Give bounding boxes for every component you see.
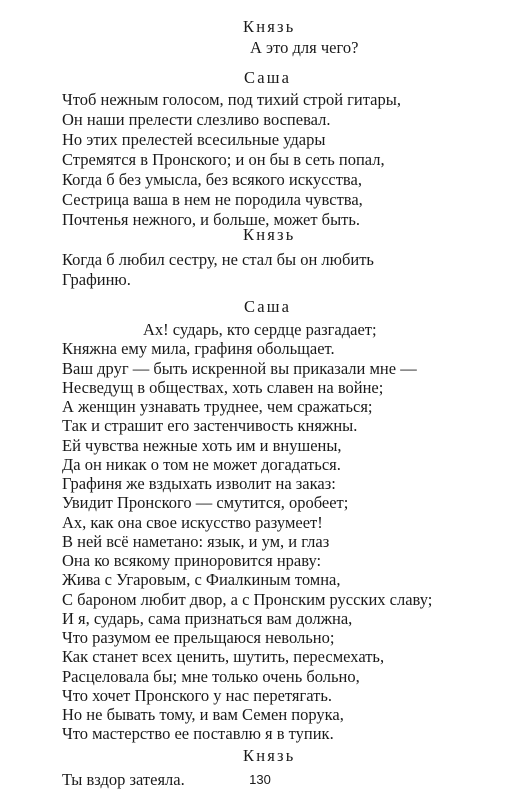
verse-line: Как станет всех ценить, шутить, пересмехать, bbox=[62, 647, 385, 667]
verse-line: Ах! сударь, кто сердце разгадает; bbox=[143, 320, 377, 339]
verse-line: Сестрица ваша в нем не породила чувства, bbox=[62, 190, 363, 209]
verse-line: Стремятся в Пронского; и он бы в сеть попал, bbox=[62, 150, 385, 169]
verse-line: Она ко всякому приноровится нраву: bbox=[62, 551, 322, 570]
verse-line: Княжна ему мила, графиня обольщает. bbox=[62, 339, 335, 359]
speaker-name: Князь bbox=[243, 17, 296, 36]
verse-line: Он наши прелести слезливо воспевал. bbox=[62, 110, 331, 129]
verse-line: Когда б любил сестру, не стал бы он любить bbox=[62, 250, 374, 269]
verse-line: И я, сударь, сама признаться вам должна, bbox=[62, 608, 353, 628]
verse-line: Ты вздор затеяла. bbox=[62, 770, 185, 790]
verse-line: Когда б без умысла, без всякого искусства, bbox=[62, 170, 362, 189]
verse-line: Да он никак о том не может догадаться. bbox=[62, 454, 341, 474]
verse-line: Графиня же вздыхать изволит на заказ: bbox=[62, 474, 336, 493]
verse-line: Что мастерство ее поставлю я в тупик. bbox=[62, 724, 334, 744]
verse-line: Ей чувства нежные хоть им и внушены, bbox=[62, 435, 342, 455]
verse-line: Чтоб нежным голосом, под тихий строй гитары, bbox=[62, 90, 401, 109]
verse-line: Что разумом ее прельщаюся невольно; bbox=[62, 628, 335, 647]
speaker-name: Князь bbox=[243, 225, 296, 244]
verse-line: Несведущ в обществах, хоть славен на войне; bbox=[62, 377, 384, 397]
speaker-name: Саша bbox=[244, 68, 292, 87]
verse-line: Расцеловала бы; мне только очень больно, bbox=[62, 666, 360, 686]
verse-line: С бароном любит двор, а с Пронским русских славу; bbox=[62, 589, 433, 609]
verse-line: Так и страшит его застенчивость княжны. bbox=[62, 416, 358, 436]
verse-line: Увидит Пронского — смутится, оробеет; bbox=[62, 493, 349, 513]
verse-line: Жива с Угаровым, с Фиалкиным томна, bbox=[62, 570, 341, 590]
verse-line: Графиню. bbox=[62, 270, 131, 289]
verse-line: А женщин узнавать труднее, чем сражаться; bbox=[62, 397, 373, 416]
verse-line: Ваш друг — быть искренной вы приказали мне — bbox=[62, 358, 417, 378]
speaker-name: Князь bbox=[243, 746, 296, 766]
verse-line: В ней всё наметано: язык, и ум, и глаз bbox=[62, 531, 330, 551]
page-number: 130 bbox=[249, 772, 271, 787]
verse-line: Ах, как она свое искусство разумеет! bbox=[62, 512, 323, 532]
verse-line: Что хочет Пронского у нас перетягать. bbox=[62, 685, 333, 705]
speaker-name: Саша bbox=[244, 297, 292, 316]
verse-line: А это для чего? bbox=[250, 38, 359, 57]
verse-line: Почтенья нежного, и больше, может быть. bbox=[62, 210, 361, 229]
verse-line: Но не бывать тому, и вам Семен порука, bbox=[62, 705, 344, 724]
verse-line: Но этих прелестей всесильные удары bbox=[62, 130, 326, 149]
